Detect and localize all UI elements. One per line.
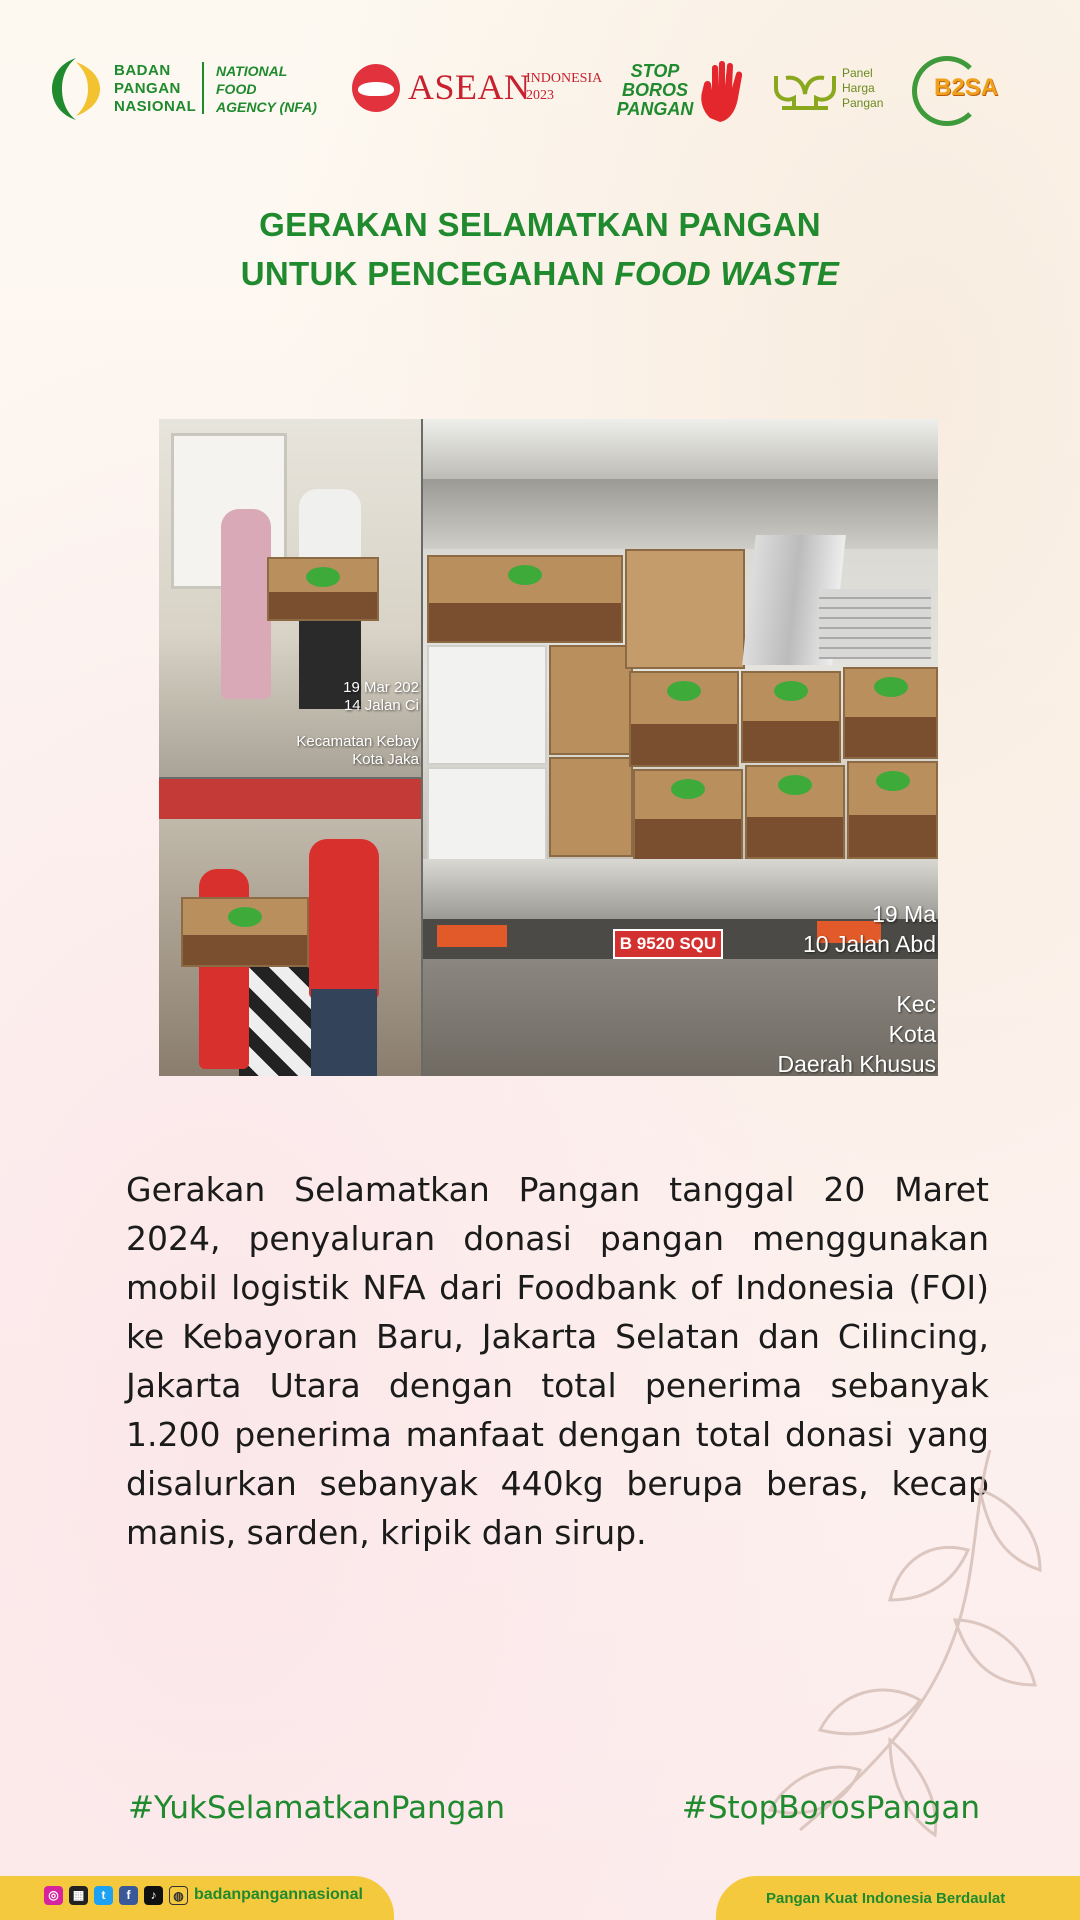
donation-photo-collage	[159, 419, 938, 1076]
photo-handover-kebayoran	[159, 419, 421, 777]
stop-hand-icon	[696, 58, 752, 124]
nfa-logo	[48, 54, 328, 124]
asean-emblem-icon	[352, 64, 400, 112]
social-handle[interactable]: badanpangannasional	[194, 1886, 363, 1903]
nfa-name: BADAN PANGAN NASIONAL	[114, 62, 197, 115]
b2sa-name: B2SA	[934, 74, 999, 101]
panel-harga-leaf-icon	[772, 68, 838, 112]
photo-nfa-logistics-truck	[423, 419, 938, 1076]
hashtag-stop-boros-pangan: #StopBorosPangan	[681, 1790, 980, 1826]
stop-boros-text: STOP BOROS PANGAN	[616, 61, 694, 119]
footer-tagline: Pangan Kuat Indonesia Berdaulat	[766, 1890, 1006, 1907]
nfa-english-name: NATIONAL FOOD AGENCY (NFA)	[216, 63, 317, 115]
page-title	[0, 200, 1080, 298]
web-icon[interactable]: ▦	[69, 1886, 88, 1905]
stop-boros-pangan-logo	[614, 58, 754, 124]
footer-social-bar	[0, 1876, 394, 1920]
title-line-2: UNTUK PENCEGAHAN FOOD WASTE	[240, 255, 840, 292]
photo-timestamp-1: 19 Mar 202 14 Jalan Ci Kecamatan Kebay Kota Jaka	[296, 679, 419, 768]
decorative-leaves-icon	[740, 1430, 1080, 1850]
social-icons	[44, 1885, 194, 1907]
asean-logo	[352, 62, 612, 118]
asean-name: ASEAN	[408, 67, 531, 107]
title-line-1: GERAKAN SELAMATKAN PANGAN	[259, 206, 821, 243]
nfa-mark-icon	[48, 56, 104, 122]
photo-timestamp-2: 19 Ma 10 Jalan Abd Kec Kota Daerah Khusus	[777, 901, 936, 1076]
panel-harga-pangan-logo	[772, 62, 892, 118]
facebook-icon[interactable]: f	[119, 1886, 138, 1905]
footer-tagline-bar	[716, 1876, 1080, 1920]
b2sa-logo	[910, 54, 1006, 120]
tiktok-icon[interactable]: ♪	[144, 1886, 163, 1905]
globe-icon[interactable]: ◍	[169, 1886, 188, 1905]
photo-handover-cilincing	[159, 779, 421, 1076]
instagram-icon[interactable]: ◎	[44, 1886, 63, 1905]
twitter-icon[interactable]: t	[94, 1886, 113, 1905]
license-plate: B 9520 SQU	[613, 929, 723, 959]
hashtag-yuk-selamatkan-pangan: #YukSelamatkanPangan	[128, 1790, 505, 1826]
asean-subtitle: INDONESIA 2023	[526, 71, 603, 103]
nfa-divider	[202, 62, 204, 114]
panel-harga-text: Panel Harga Pangan	[842, 66, 884, 110]
donation-description: Gerakan Selamatkan Pangan tanggal 20 Maret 2024, penyaluran donasi pangan menggunakan mobil logistik NFA dari Foodbank of Indonesia (FOI) ke Kebayoran Baru, Jakarta Selatan dan Cilincing, Jakarta Utara dengan total penerima sebanyak 1.200 penerima manfaat dengan total donasi yang disalurkan sebanyak 440kg berupa beras, kecap manis, sarden, kripik dan sirup.	[126, 1170, 989, 1552]
